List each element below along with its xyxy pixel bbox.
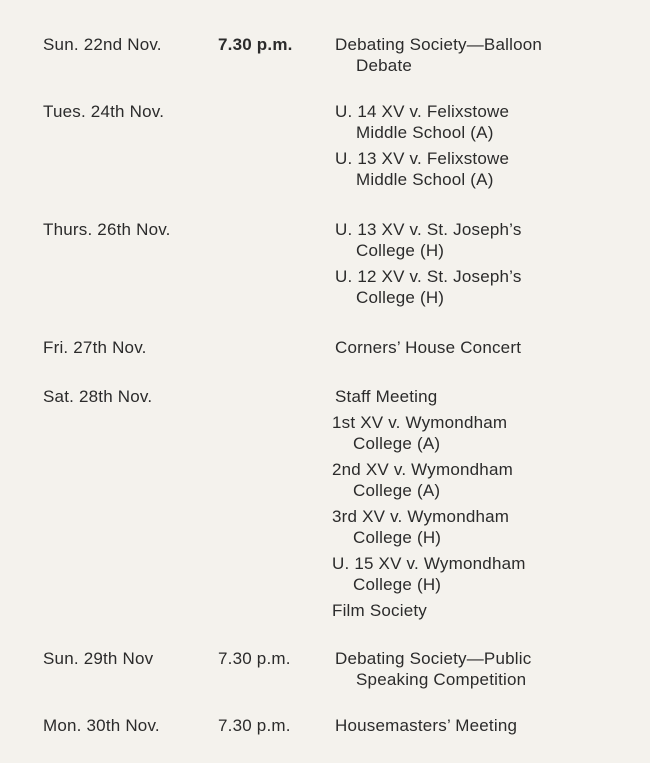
event-line1: Housemasters’ Meeting [335, 716, 518, 735]
entry-events [335, 337, 635, 363]
event-line1: U. 14 XV v. Felixstowe [335, 102, 510, 121]
entry-date: Thurs. 26th Nov. [43, 220, 171, 239]
entry-date: Fri. 27th Nov. [43, 338, 147, 357]
entry-date: Tues. 24th Nov. [43, 102, 165, 121]
event-line2: Middle School (A) [356, 123, 494, 142]
event-item [335, 266, 635, 308]
entry-date: Sat. 28th Nov. [43, 387, 153, 406]
event-item [335, 148, 635, 190]
event-line2: College (H) [353, 528, 442, 547]
entry-events [335, 715, 635, 741]
event-line2: College (A) [353, 481, 441, 500]
event-line1: Staff Meeting [335, 387, 438, 406]
event-item [332, 412, 635, 454]
event-line1: Debating Society—Balloon [335, 35, 543, 54]
event-line2: Middle School (A) [356, 170, 494, 189]
entry-time: 7.30 p.m. [218, 35, 293, 54]
entry-time: 7.30 p.m. [218, 649, 291, 668]
event-line1: U. 15 XV v. Wymondham [332, 554, 526, 573]
event-item [332, 600, 635, 621]
event-line1: U. 12 XV v. St. Joseph’s [335, 267, 522, 286]
event-line2: College (H) [353, 575, 442, 594]
entry-events [335, 34, 635, 81]
event-line1: U. 13 XV v. Felixstowe [335, 149, 510, 168]
entry-time: 7.30 p.m. [218, 716, 291, 735]
event-line1: 1st XV v. Wymondham [332, 413, 508, 432]
event-line1: Debating Society—Public [335, 649, 532, 668]
event-item [335, 715, 635, 736]
event-item [335, 101, 635, 143]
event-item [335, 219, 635, 261]
event-line2: Debate [356, 56, 413, 75]
event-line2: College (H) [356, 288, 445, 307]
event-line2: Speaking Competition [356, 670, 527, 689]
entry-events [335, 101, 635, 195]
entry-date: Sun. 22nd Nov. [43, 35, 162, 54]
event-line1: Film Society [332, 601, 427, 620]
event-item [332, 553, 635, 595]
event-item [335, 337, 635, 358]
event-item [335, 648, 635, 690]
event-line2: College (A) [353, 434, 441, 453]
event-line1: 3rd XV v. Wymondham [332, 507, 510, 526]
entry-events [335, 219, 635, 313]
entry-date: Mon. 30th Nov. [43, 716, 160, 735]
event-item [332, 506, 635, 548]
event-line2: College (H) [356, 241, 445, 260]
event-line1: Corners’ House Concert [335, 338, 522, 357]
event-item [335, 34, 635, 76]
event-line1: U. 13 XV v. St. Joseph’s [335, 220, 522, 239]
event-line1: 2nd XV v. Wymondham [332, 460, 513, 479]
event-item [332, 459, 635, 501]
entry-date: Sun. 29th Nov [43, 649, 154, 668]
entry-events [332, 386, 635, 626]
event-item [335, 386, 635, 407]
entry-events [335, 648, 635, 695]
